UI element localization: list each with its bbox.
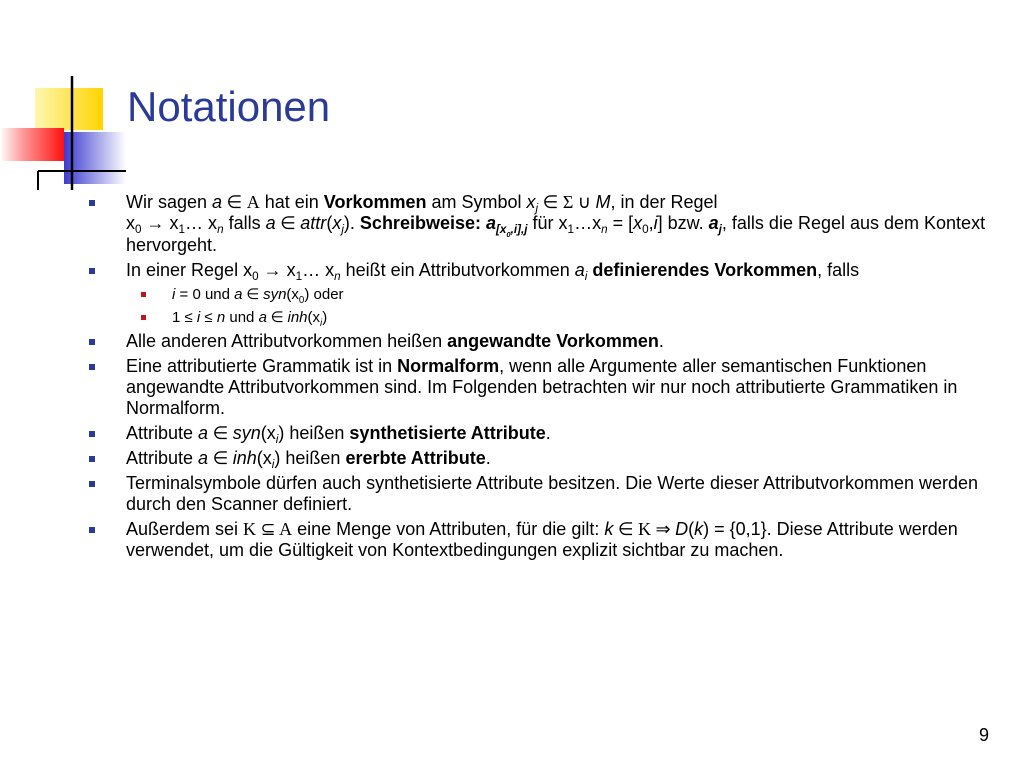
bullet-ererbte-attribute: Attribute a ∈ $inh(x_i)$ heißen ererbte Attribute. xyxy=(86,448,991,469)
slide-body xyxy=(86,192,991,565)
slide-title: Notationen xyxy=(127,83,331,130)
bullet-vorkommen: Wir sagen a ∈ Α hat ein Vorkommen am Symbol $x_j$ ∈ Σ ∪ M, in der Regel $x_0$ → $x_1\dots$ $x_n$ falls a ∈ $attr(x_j)$. Schreibweise: $a_{[x_0,i],j}$ für $x_1\dots x_n = [x_0,i]$ bzw. $a_j$, falls die Regel aus dem Kontext hervorgeht. xyxy=(86,192,991,256)
bullet-synthetisierte-attribute: Attribute a ∈ $syn(x_i)$ heißen synthetisierte Attribute. xyxy=(86,423,991,444)
page-number: 9 xyxy=(979,725,990,745)
bullet-definierendes-vorkommen: In einer Regel $x_0$ → $x_1\dots$ $x_n$ heißt ein Attributvorkommen $a_i$ definierendes Vorkommen, falls xyxy=(86,260,991,281)
bullet-normalform: Eine attributierte Grammatik ist in Normalform, wenn alle Argumente aller semantischen Funktionen angewandte Attributvorkommen sind. Im Folgenden betrachten wir nur noch attributierte Grammatiken in Normalform. xyxy=(86,356,991,419)
deco-blue-rect xyxy=(64,132,126,184)
subbullet-condition-syn: i = 0 und a ∈ $syn(x_0)$ oder xyxy=(86,285,991,305)
bullet-kontextbedingungen: Außerdem sei Κ ⊆ Α eine Menge von Attributen, für die gilt: k ∈ Κ ⇒ D(k) = {0,1}. Diese Attribute werden verwendet, um die Gültigkeit von Kontextbedingungen explizit sichtbar zu machen. xyxy=(86,519,991,561)
bullet-terminalsymbole: Terminalsymbole dürfen auch synthetisierte Attribute besitzen. Die Werte dieser Attributvorkommen werden durch den Scanner definiert. xyxy=(86,473,991,515)
decorative-corner-graphic xyxy=(0,0,140,200)
subbullet-condition-inh: 1 ≤ i ≤ n und a ∈ $inh(x_i)$ xyxy=(86,308,991,328)
deco-red-rect xyxy=(0,128,64,161)
deco-yellow-rect xyxy=(35,88,103,130)
bullet-angewandte-vorkommen: Alle anderen Attributvorkommen heißen angewandte Vorkommen. xyxy=(86,331,991,352)
